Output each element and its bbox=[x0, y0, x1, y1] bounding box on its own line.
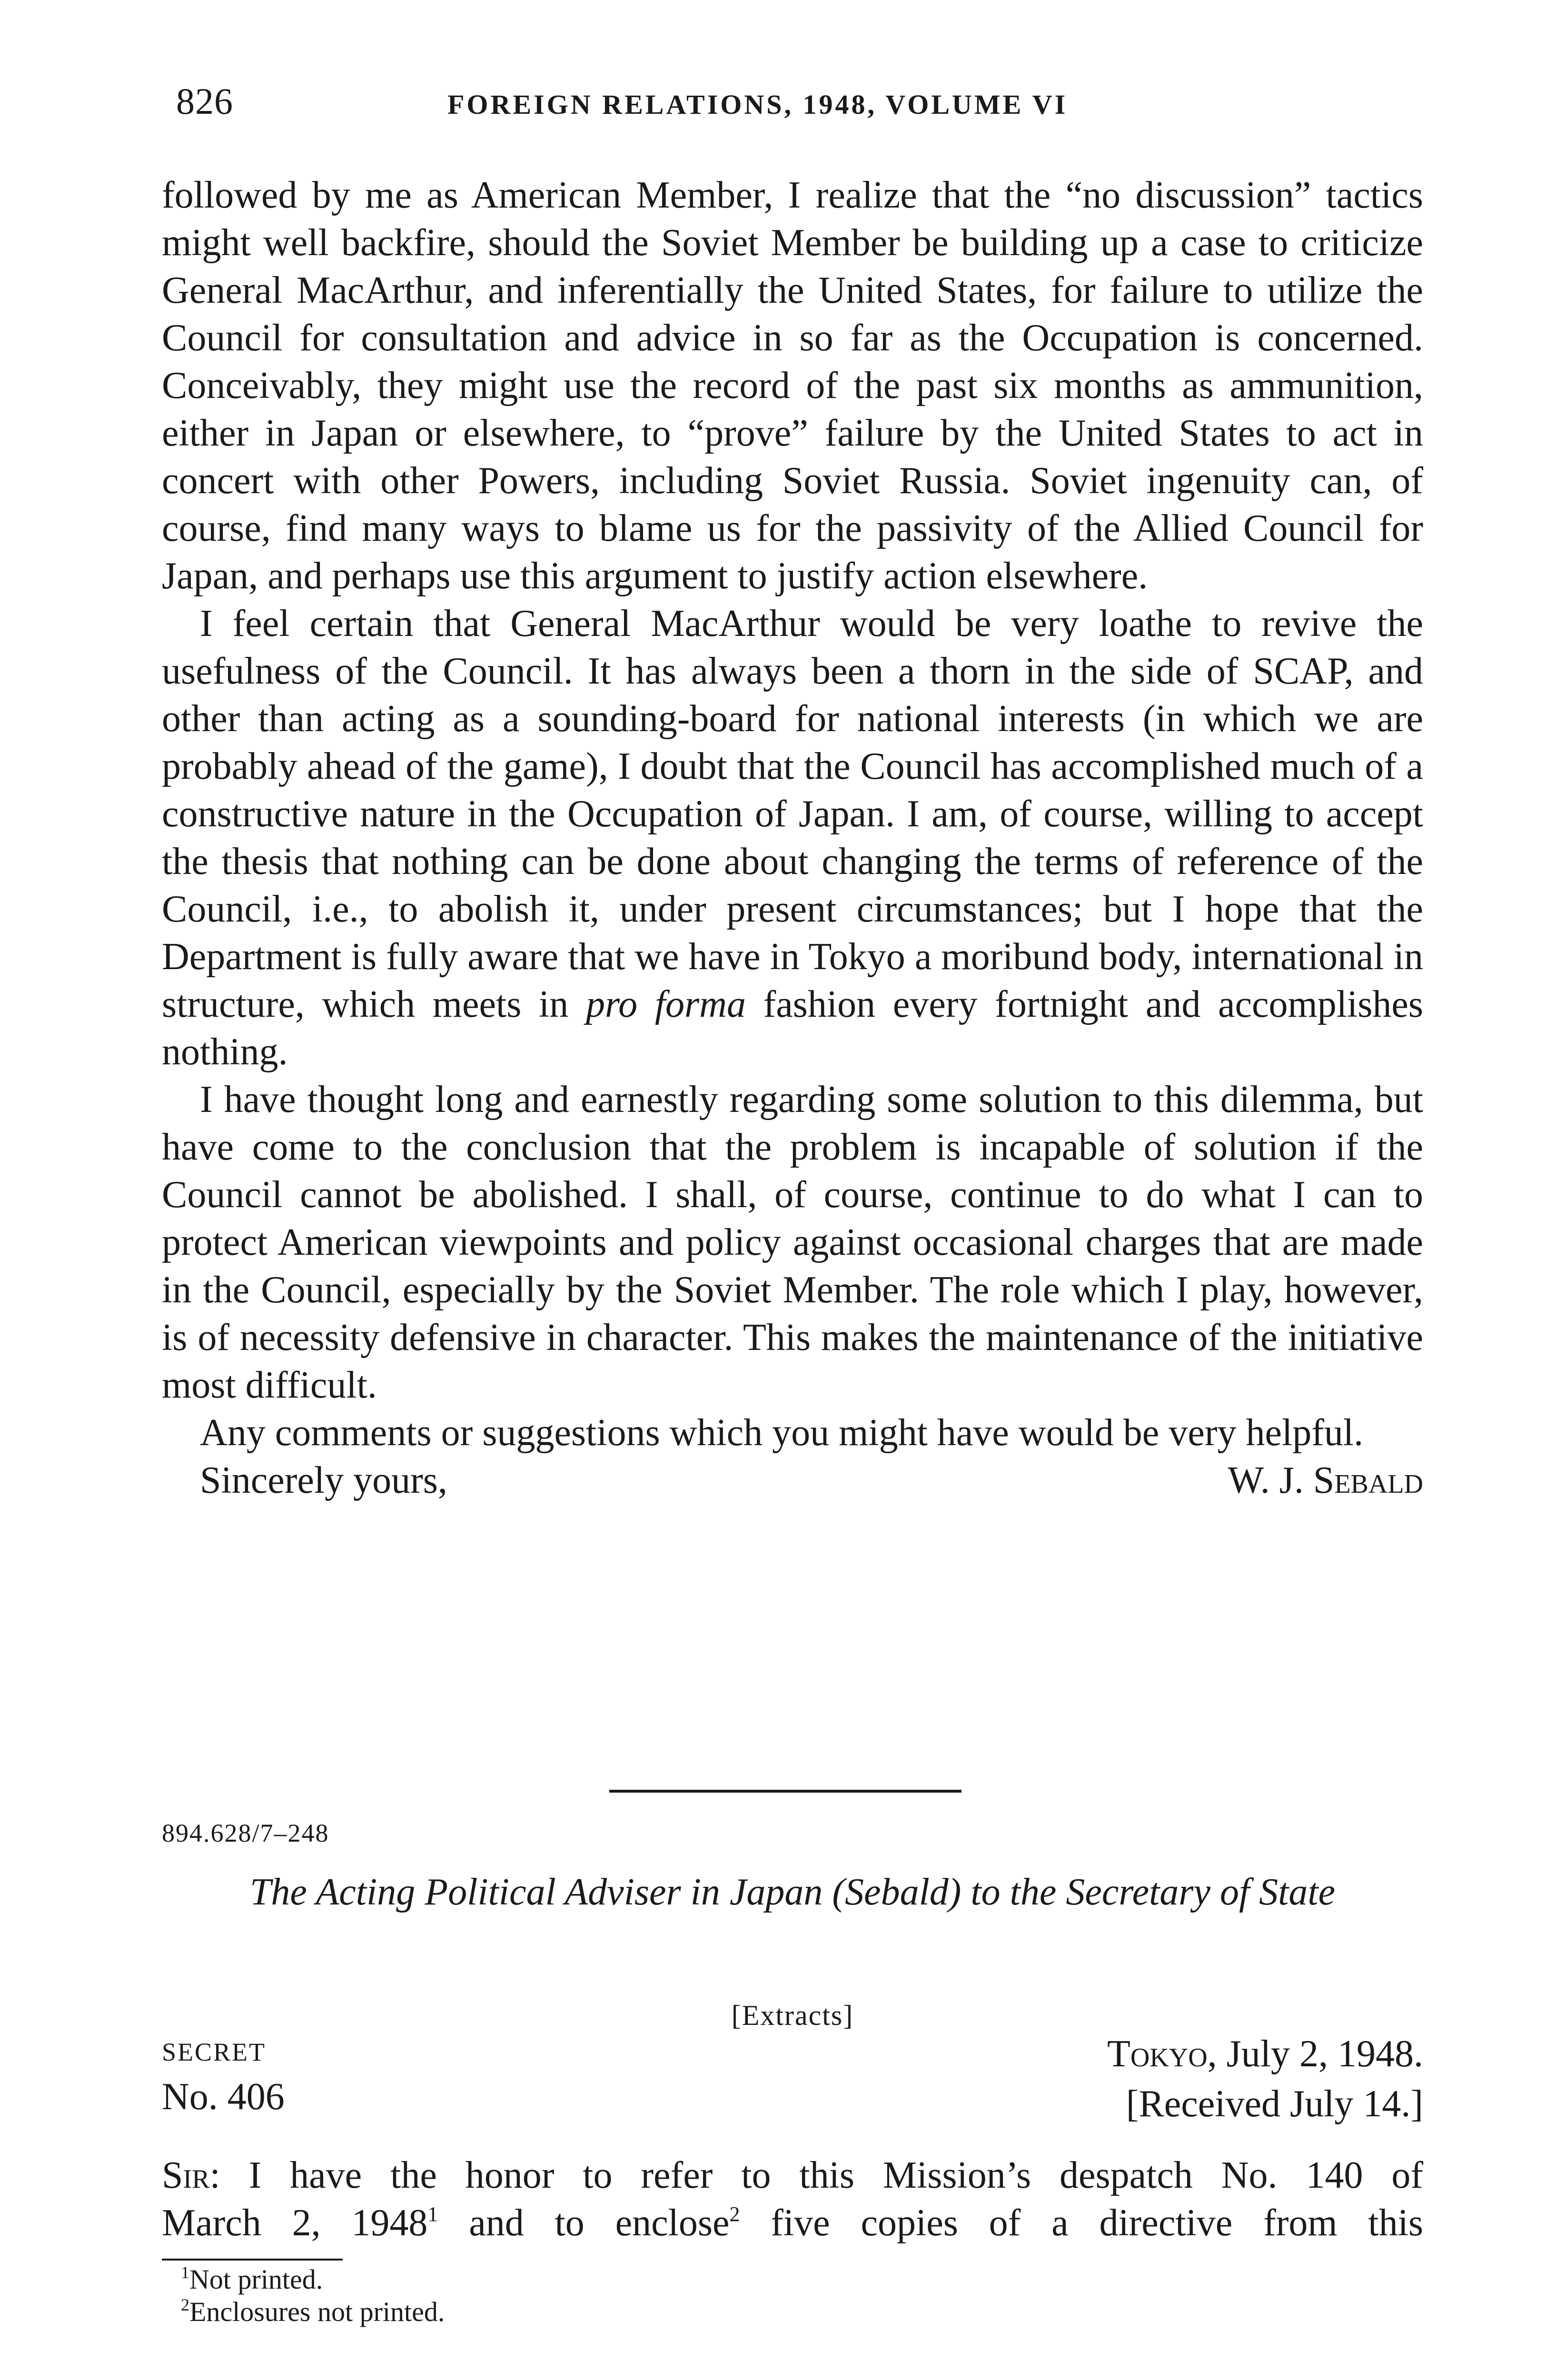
despatch-opening bbox=[162, 2152, 1423, 2247]
footnotes bbox=[181, 2263, 445, 2328]
footnote-1-text: Not printed. bbox=[189, 2264, 323, 2295]
letter-paragraph-3: I have thought long and earnestly regarding some solution to this dilemma, but have come to the conclusion that the problem is incapable of solution if the Council cannot be abolished. I shall, of course, continue to do what I can to protect American viewpoints and policy against occasional charges that are made in the Council, especially by the Soviet Member. The role which I play, however, is of necessity defensive in character. This makes the maintenance of the initiative most difficult. bbox=[162, 1079, 1423, 1406]
letter-body bbox=[162, 171, 1423, 1509]
letter-paragraph-2-tail: fashion every fortnight and accomplishes nothing. bbox=[162, 983, 1423, 1073]
footnote-1 bbox=[181, 2263, 445, 2296]
footnote-ref-1: 1 bbox=[427, 2202, 438, 2226]
despatch-text-1: : I have the honor to refer to this Mission’s despatch No. 140 of bbox=[209, 2154, 1423, 2196]
page-number: 826 bbox=[176, 80, 233, 122]
section-divider bbox=[609, 1790, 961, 1793]
footnote-2-mark: 2 bbox=[181, 2295, 189, 2314]
despatch-line-2 bbox=[162, 2199, 1423, 2247]
footnote-divider bbox=[162, 2259, 343, 2261]
letter-paragraph-2-text: I feel certain that General MacArthur would be very loathe to revive the usefulness of the Council. It has always been a thorn in the side of SCAP, and other than acting as a sounding-board for national interests (in which we are probably ahead of the game), I doubt that the Council has accomplished much of a constructive nature in the Occupation of Japan. I am, of course, willing to accept the thesis that nothing can be done about changing the terms of reference of the Council, i.e., to abolish it, under present circumstances; but I hope that the Department is fully aware that we have in Tokyo a moribund body, international in structure, which meets in bbox=[162, 603, 1423, 1025]
running-head bbox=[162, 80, 1423, 137]
letter-paragraph-2 bbox=[162, 600, 1423, 1076]
despatch-text-2b: and to enclose bbox=[438, 2202, 730, 2244]
place-city: Tokyo bbox=[1107, 2033, 1208, 2075]
pro-forma-italic: pro forma bbox=[585, 983, 746, 1025]
despatch-text-2c: five copies of a directive from this bbox=[740, 2202, 1423, 2244]
document-number: No. 406 bbox=[162, 2076, 285, 2118]
letter-paragraph-4: Any comments or suggestions which you might have would be very helpful. bbox=[200, 1412, 1364, 1454]
despatch-text-2a: March 2, 1948 bbox=[162, 2202, 428, 2244]
received-date: [Received July 14.] bbox=[1126, 2083, 1423, 2125]
letter-paragraph-1: followed by me as American Member, I realize that the “no discussion” tactics might well backfire, should the Soviet Member be building up a case to criticize General MacArthur, and inferentially the United States, for failure to utilize the Council for consultation and advice in so far as the Occupation is concerned. Conceivably, they might use the record of the past six months as ammunition, either in Japan or elsewhere, to “prove” failure by the United States to act in concert with other Powers, including Soviet Russia. Soviet ingenuity can, of course, find many ways to blame us for the passivity of the Allied Council for Japan, and perhaps use this argument to justify action elsewhere. bbox=[162, 174, 1423, 597]
place-date bbox=[1107, 2033, 1423, 2076]
classification-label: SECRET bbox=[162, 2038, 267, 2066]
footnote-2 bbox=[181, 2296, 445, 2328]
footnote-2-text: Enclosures not printed. bbox=[189, 2296, 445, 2327]
despatch-line-1 bbox=[162, 2152, 1423, 2199]
closing-salutation: Sincerely yours, bbox=[200, 1459, 447, 1501]
letter-closing bbox=[162, 1457, 1423, 1509]
signature: W. J. Sebald bbox=[1228, 1459, 1423, 1501]
extracts-label: [Extracts] bbox=[731, 2000, 854, 2031]
despatch-salutation: Sir bbox=[162, 2154, 210, 2196]
footnote-1-mark: 1 bbox=[181, 2263, 189, 2282]
document-title: The Acting Political Adviser in Japan (Sebald) to the Secretary of State bbox=[249, 1871, 1336, 1913]
date: , July 2, 1948. bbox=[1207, 2033, 1423, 2075]
file-number: 894.628/7–248 bbox=[162, 1819, 329, 1847]
running-title: FOREIGN RELATIONS, 1948, VOLUME VI bbox=[447, 89, 1068, 120]
footnote-ref-2: 2 bbox=[729, 2202, 740, 2226]
